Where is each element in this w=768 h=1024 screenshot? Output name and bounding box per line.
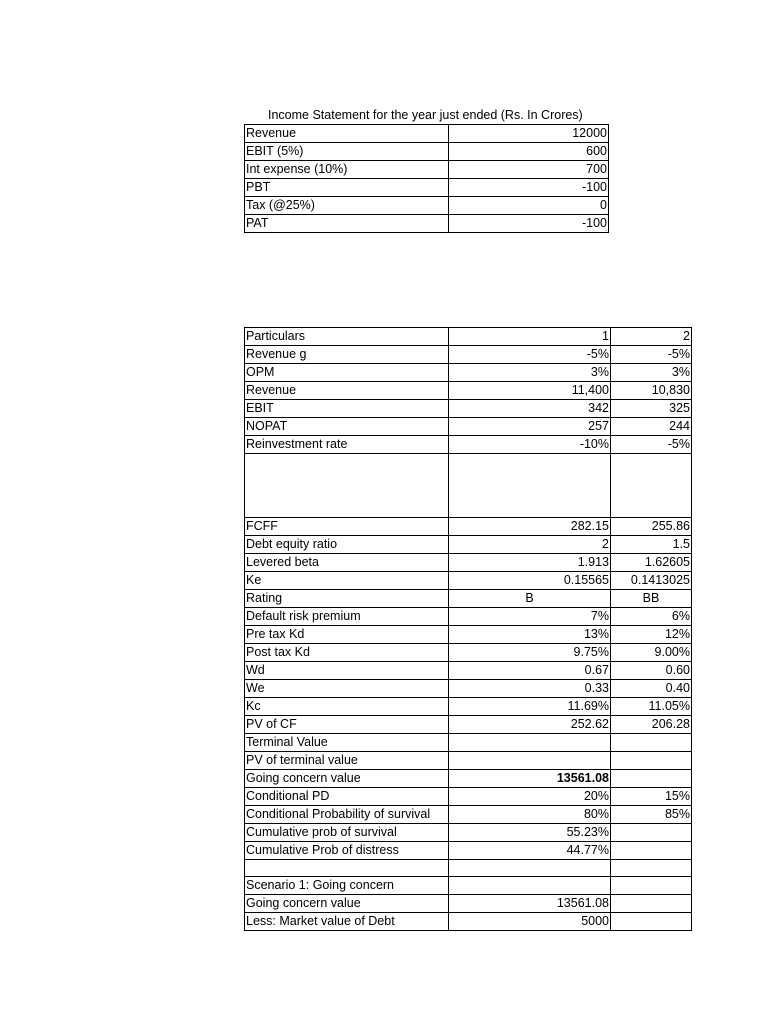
row-label[interactable]: Rating: [245, 590, 449, 608]
row-label[interactable]: PV of terminal value: [245, 752, 449, 770]
row-label[interactable]: NOPAT: [245, 418, 449, 436]
row-value[interactable]: 0: [449, 197, 609, 215]
row-label[interactable]: Particulars: [245, 328, 449, 346]
table-row: [245, 788, 692, 806]
table-row: [245, 454, 692, 518]
table-row: [245, 680, 692, 698]
row-label[interactable]: EBIT: [245, 400, 449, 418]
table-row: [245, 400, 692, 418]
row-value[interactable]: 700: [449, 161, 609, 179]
year-1-value[interactable]: 2: [449, 536, 611, 554]
year-2-value[interactable]: [611, 824, 692, 842]
year-1-value[interactable]: 44.77%: [449, 842, 611, 860]
table-row: [245, 716, 692, 734]
income-row: [245, 215, 609, 233]
row-label[interactable]: Post tax Kd: [245, 644, 449, 662]
row-label[interactable]: PAT: [245, 215, 449, 233]
table-row: [245, 382, 692, 400]
year-1-value[interactable]: 252.62: [449, 716, 611, 734]
row-label[interactable]: PV of CF: [245, 716, 449, 734]
row-label[interactable]: FCFF: [245, 518, 449, 536]
row-label[interactable]: OPM: [245, 364, 449, 382]
row-label[interactable]: Revenue g: [245, 346, 449, 364]
row-label[interactable]: Default risk premium: [245, 608, 449, 626]
year-2-value[interactable]: [611, 860, 692, 877]
year-1-value[interactable]: 7%: [449, 608, 611, 626]
year-1-value[interactable]: 3%: [449, 364, 611, 382]
table-row: [245, 518, 692, 536]
income-row: [245, 125, 609, 143]
year-1-value[interactable]: 257: [449, 418, 611, 436]
year-2-value[interactable]: [611, 734, 692, 752]
income-row: [245, 197, 609, 215]
row-label[interactable]: Reinvestment rate: [245, 436, 449, 454]
projection-table: [244, 327, 692, 931]
row-label[interactable]: Going concern value: [245, 895, 449, 913]
table-row: [245, 698, 692, 716]
year-1-value[interactable]: B: [449, 590, 611, 608]
year-1-value[interactable]: [449, 454, 611, 518]
year-2-value[interactable]: [611, 454, 692, 518]
year-2-value[interactable]: 6%: [611, 608, 692, 626]
year-2-value[interactable]: 1.62605: [611, 554, 692, 572]
year-2-value[interactable]: 244: [611, 418, 692, 436]
row-value[interactable]: 12000: [449, 125, 609, 143]
income-row: [245, 161, 609, 179]
year-2-value[interactable]: 1.5: [611, 536, 692, 554]
row-label[interactable]: Terminal Value: [245, 734, 449, 752]
year-2-value[interactable]: [611, 770, 692, 788]
year-2-value[interactable]: 0.60: [611, 662, 692, 680]
year-1-value[interactable]: [449, 734, 611, 752]
year-2-value[interactable]: 10,830: [611, 382, 692, 400]
row-label[interactable]: EBIT (5%): [245, 143, 449, 161]
year-1-value[interactable]: 20%: [449, 788, 611, 806]
table-row: [245, 842, 692, 860]
table-row: [245, 860, 692, 877]
row-label[interactable]: PBT: [245, 179, 449, 197]
year-1-value[interactable]: 0.15565: [449, 572, 611, 590]
row-label[interactable]: Cumulative prob of survival: [245, 824, 449, 842]
table-row: [245, 418, 692, 436]
row-label[interactable]: Less: Market value of Debt: [245, 913, 449, 931]
income-row: [245, 179, 609, 197]
table-row: [245, 752, 692, 770]
table-row: [245, 806, 692, 824]
table-row: [245, 913, 692, 931]
row-label[interactable]: Int expense (10%): [245, 161, 449, 179]
row-label[interactable]: Conditional PD: [245, 788, 449, 806]
year-1-value[interactable]: 13561.08: [449, 895, 611, 913]
table-row: [245, 608, 692, 626]
row-label[interactable]: Cumulative Prob of distress: [245, 842, 449, 860]
year-2-value[interactable]: 325: [611, 400, 692, 418]
table-row: [245, 590, 692, 608]
year-1-value[interactable]: 0.33: [449, 680, 611, 698]
table-row: [245, 436, 692, 454]
year-1-value[interactable]: 11.69%: [449, 698, 611, 716]
year-2-value[interactable]: 9.00%: [611, 644, 692, 662]
year-1-value[interactable]: 11,400: [449, 382, 611, 400]
row-label[interactable]: Revenue: [245, 125, 449, 143]
year-2-value[interactable]: 2: [611, 328, 692, 346]
year-1-value[interactable]: [449, 860, 611, 877]
year-2-value[interactable]: [611, 877, 692, 895]
table-row: [245, 572, 692, 590]
row-label[interactable]: [245, 454, 449, 518]
year-2-value[interactable]: 85%: [611, 806, 692, 824]
year-1-value[interactable]: 5000: [449, 913, 611, 931]
row-label[interactable]: Tax (@25%): [245, 197, 449, 215]
row-label[interactable]: Going concern value: [245, 770, 449, 788]
table-row: [245, 626, 692, 644]
year-1-value[interactable]: [449, 877, 611, 895]
year-1-value[interactable]: 342: [449, 400, 611, 418]
row-value[interactable]: -100: [449, 179, 609, 197]
row-value[interactable]: 600: [449, 143, 609, 161]
year-2-value[interactable]: 3%: [611, 364, 692, 382]
table-row: [245, 824, 692, 842]
year-1-value[interactable]: -10%: [449, 436, 611, 454]
year-2-value[interactable]: 255.86: [611, 518, 692, 536]
row-label[interactable]: Debt equity ratio: [245, 536, 449, 554]
row-label[interactable]: Pre tax Kd: [245, 626, 449, 644]
row-label[interactable]: Kc: [245, 698, 449, 716]
row-label[interactable]: Levered beta: [245, 554, 449, 572]
income-statement-table: [244, 124, 609, 233]
table-row: [245, 895, 692, 913]
year-1-value[interactable]: -5%: [449, 346, 611, 364]
table-row: [245, 554, 692, 572]
year-2-value[interactable]: [611, 895, 692, 913]
row-label[interactable]: Revenue: [245, 382, 449, 400]
table-row: [245, 328, 692, 346]
row-value[interactable]: -100: [449, 215, 609, 233]
year-2-value[interactable]: 0.40: [611, 680, 692, 698]
year-1-value[interactable]: 9.75%: [449, 644, 611, 662]
year-2-value[interactable]: -5%: [611, 346, 692, 364]
year-1-value[interactable]: [449, 752, 611, 770]
row-label[interactable]: [245, 860, 449, 877]
row-label[interactable]: We: [245, 680, 449, 698]
year-1-value[interactable]: 13%: [449, 626, 611, 644]
income-row: [245, 143, 609, 161]
year-1-value[interactable]: 13561.08: [449, 770, 611, 788]
row-label[interactable]: Conditional Probability of survival: [245, 806, 449, 824]
income-statement-title: Income Statement for the year just ended (Rs. In Crores): [268, 108, 583, 122]
year-2-value[interactable]: 0.1413025: [611, 572, 692, 590]
year-1-value[interactable]: 80%: [449, 806, 611, 824]
table-row: [245, 536, 692, 554]
row-label[interactable]: Scenario 1: Going concern: [245, 877, 449, 895]
row-label[interactable]: Ke: [245, 572, 449, 590]
table-row: [245, 346, 692, 364]
table-row: [245, 662, 692, 680]
year-2-value[interactable]: 11.05%: [611, 698, 692, 716]
year-1-value[interactable]: 1: [449, 328, 611, 346]
table-row: [245, 644, 692, 662]
year-1-value[interactable]: 0.67: [449, 662, 611, 680]
year-2-value[interactable]: [611, 913, 692, 931]
year-2-value[interactable]: -5%: [611, 436, 692, 454]
year-2-value[interactable]: [611, 842, 692, 860]
table-row: [245, 734, 692, 752]
year-1-value[interactable]: 55.23%: [449, 824, 611, 842]
year-1-value[interactable]: 282.15: [449, 518, 611, 536]
table-row: [245, 770, 692, 788]
table-row: [245, 877, 692, 895]
year-2-value[interactable]: 206.28: [611, 716, 692, 734]
year-2-value[interactable]: 12%: [611, 626, 692, 644]
year-2-value[interactable]: BB: [611, 590, 692, 608]
year-1-value[interactable]: 1.913: [449, 554, 611, 572]
table-row: [245, 364, 692, 382]
row-label[interactable]: Wd: [245, 662, 449, 680]
year-2-value[interactable]: 15%: [611, 788, 692, 806]
year-2-value[interactable]: [611, 752, 692, 770]
